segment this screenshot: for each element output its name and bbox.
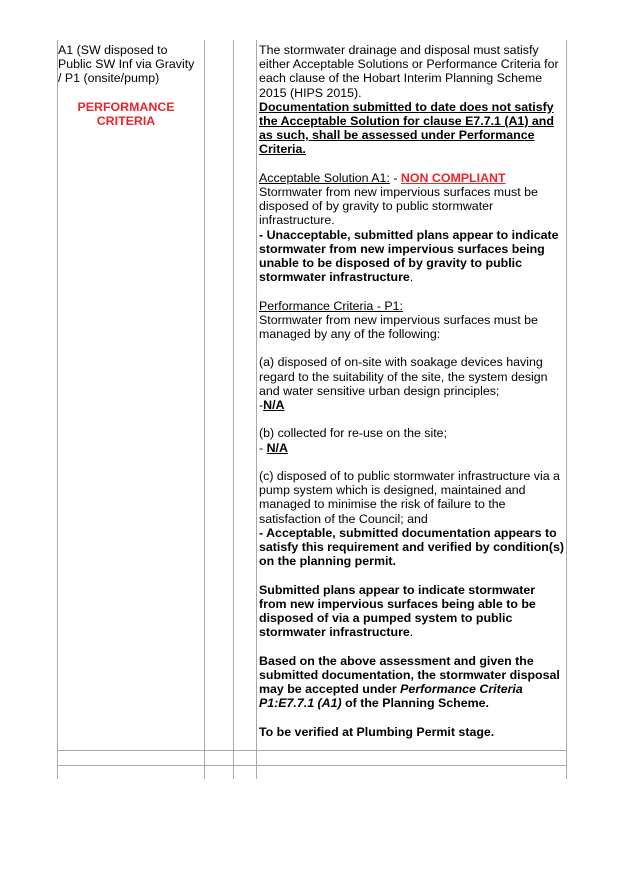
performance-criteria-text: Stormwater from new impervious surfaces must be managed by any of the following: (259, 312, 538, 342)
criteria-c-text: (c) disposed of to public stormwater infrastructure via a pump system which is designed, maintained and managed to minimise the risk of failure to the satisfaction of the Council; and (259, 469, 560, 526)
performance-criteria-heading: Performance Criteria - P1: (259, 298, 403, 313)
row-divider-2 (57, 765, 567, 766)
table-border-left (57, 40, 58, 779)
clause-reference: A1 (SW disposed to Public SW Inf via Gravity / P1 (onsite/pump) (58, 43, 195, 86)
criteria-b-text: (b) collected for re-use on the site; (259, 426, 448, 441)
conclusion: Based on the above assessment and given the submitted documentation, the stormwater disposal may be accepted under Performance Criteria P1:E7.7.1 (A1) of the Planning Scheme. (259, 653, 560, 711)
row-divider-1 (57, 750, 567, 751)
acceptable-solution-heading: Acceptable Solution A1: (259, 170, 390, 185)
column-divider-1 (204, 40, 205, 779)
acceptable-solution-text: Stormwater from new impervious surfaces must be disposed of by gravity to public stormwater infrastructure. (259, 185, 538, 228)
criteria-a-text: (a) disposed of on-site with soakage devices having regard to the suitability of the site, the system design and water sensitive urban design principles; (259, 355, 548, 398)
non-compliant-status: NON COMPLIANT (400, 170, 506, 185)
criteria-b-response: - N/A (259, 440, 288, 455)
table-border-right (566, 40, 567, 779)
intro-bold: Documentation submitted to date does not satisfy the Acceptable Solution for clause E7.7.1 (A1) and as such, shall be assessed under Performance Criteria. (259, 99, 554, 157)
final-note: To be verified at Plumbing Permit stage. (259, 724, 495, 739)
status-label: PERFORMANCE CRITERIA (77, 99, 175, 128)
criteria-cell (58, 43, 200, 128)
criteria-c-response: - Acceptable, submitted documentation appears to satisfy this requirement and verified by condition(s) on the planning permit. (259, 525, 565, 569)
submitted-plans-note: Submitted plans appear to indicate stormwater from new impervious surfaces being able to be disposed of via a pumped system to public stormwater infrastructure. (259, 582, 536, 640)
intro-text: The stormwater drainage and disposal must satisfy either Acceptable Solutions or Performance Criteria for each clause of the Hobart Interim Planning Scheme 2015 (HIPS 2015). (259, 43, 559, 100)
column-divider-2 (233, 40, 234, 779)
criteria-a-response: -N/A (259, 398, 285, 413)
acceptable-solution-heading-line (259, 171, 565, 185)
acceptable-solution-response: - Unacceptable, submitted plans appear to indicate stormwater from new impervious surfaces being unable to be disposed of by gravity to public stormwater infrastructure. (259, 227, 559, 285)
as-separator: - (389, 170, 401, 185)
column-divider-3 (256, 40, 257, 779)
assessment-cell (259, 43, 565, 739)
